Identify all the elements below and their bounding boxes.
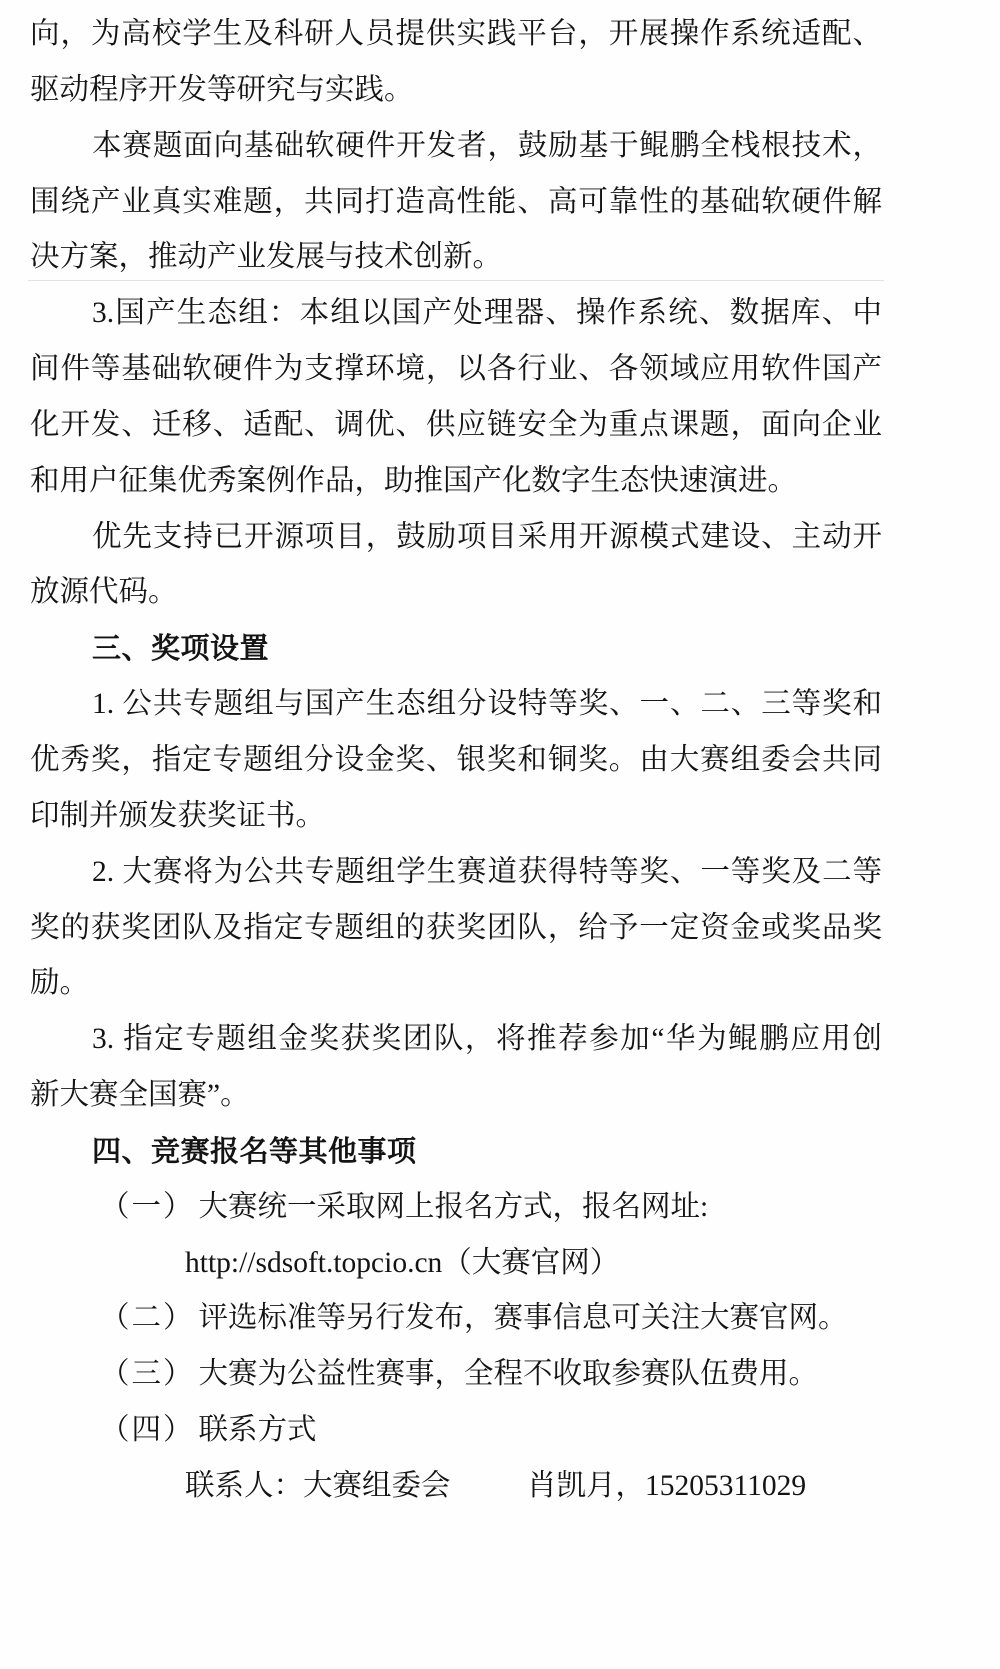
item-text: 大赛统一采取网上报名方式，报名网址: xyxy=(198,1190,709,1223)
awards-item-3 xyxy=(30,1012,882,1124)
item-text: 评选标准等另行发布，赛事信息可关注大赛官网。 xyxy=(198,1302,848,1335)
contact-person: 肖凯月，15205311029 xyxy=(527,1469,807,1502)
awards-section xyxy=(30,621,882,1124)
paragraph-line: 驱动程序开发等研究与实践。 xyxy=(30,73,414,106)
paragraph-line: 向，为高校学生及科研人员提供实践平台，开展操作系统适配、 xyxy=(30,18,882,50)
paragraph-line: 印制并颁发获奖证书。 xyxy=(30,799,326,832)
contact-line xyxy=(30,1459,882,1515)
paragraph-line: 化开发、迁移、适配、调优、供应链安全为重点课题，面向企业 xyxy=(30,408,882,441)
paragraph-line: 1. 公共专题组与国产生态组分设特等奖、一、二、三等奖和 xyxy=(92,688,882,721)
paragraph-line: 新大赛全国赛”。 xyxy=(30,1079,250,1112)
registration-section xyxy=(30,1124,882,1515)
item-marker: （一） xyxy=(100,1190,195,1223)
domestic-ecosystem-group-paragraph xyxy=(30,286,882,509)
paragraph-line: 2. 大赛将为公共专题组学生赛道获得特等奖、一等奖及二等 xyxy=(92,855,882,888)
open-source-priority-paragraph xyxy=(30,510,882,622)
paragraph-line: 决方案，推动产业发展与技术创新。 xyxy=(30,241,503,274)
item-text: 联系方式 xyxy=(198,1414,317,1447)
registration-website-line xyxy=(30,1236,882,1292)
registration-url: http://sdsoft.topcio.cn xyxy=(185,1246,443,1279)
registration-item-4 xyxy=(30,1403,882,1459)
paragraph-line: 间件等基础软硬件为支撑环境，以各行业、各领域应用软件国产 xyxy=(30,353,882,386)
contact-label: 联系人：大赛组委会 xyxy=(185,1469,451,1502)
intro-continuation-paragraph xyxy=(30,7,882,119)
paragraph-line: 和用户征集优秀案例作品，助推国产化数字生态快速演进。 xyxy=(30,464,798,497)
awards-item-1 xyxy=(30,677,882,845)
paragraph-line: 优秀奖，指定专题组分设金奖、银奖和铜奖。由大赛组委会共同 xyxy=(30,743,882,776)
registration-item-2 xyxy=(30,1291,882,1347)
paragraph-line: 优先支持已开源项目，鼓励项目采用开源模式建设、主动开 xyxy=(92,520,882,553)
item-marker: （三） xyxy=(100,1358,195,1391)
paragraph-line: 3.国产生态组：本组以国产处理器、操作系统、数据库、中 xyxy=(92,297,882,330)
item-marker: （二） xyxy=(100,1302,195,1335)
section-heading: 三、奖项设置 xyxy=(92,631,270,666)
paragraph-line: 围绕产业真实难题，共同打造高性能、高可靠性的基础软硬件解 xyxy=(30,185,882,218)
registration-item-3 xyxy=(30,1347,882,1403)
section-heading: 四、竞赛报名等其他事项 xyxy=(92,1133,417,1168)
paragraph-line: 奖的获奖团队及指定专题组的获奖团队，给予一定资金或奖品奖 xyxy=(30,911,882,944)
awards-item-2 xyxy=(30,845,882,1013)
item-text: 大赛为公益性赛事，全程不收取参赛队伍费用。 xyxy=(198,1358,819,1391)
registration-item-1 xyxy=(30,1180,882,1236)
paragraph-line: 3. 指定专题组金奖获奖团队，将推荐参加“华为鲲鹏应用创 xyxy=(92,1023,882,1056)
item-marker: （四） xyxy=(100,1414,195,1447)
paragraph-line: 本赛题面向基础软硬件开发者，鼓励基于鲲鹏全栈根技术， xyxy=(92,129,882,162)
paragraph-line: 放源代码。 xyxy=(30,576,178,609)
paragraph-line: 励。 xyxy=(30,967,90,1000)
kunpeng-paragraph xyxy=(30,119,882,287)
document-body xyxy=(30,7,882,1515)
registration-url-note: （大赛官网） xyxy=(442,1246,620,1279)
